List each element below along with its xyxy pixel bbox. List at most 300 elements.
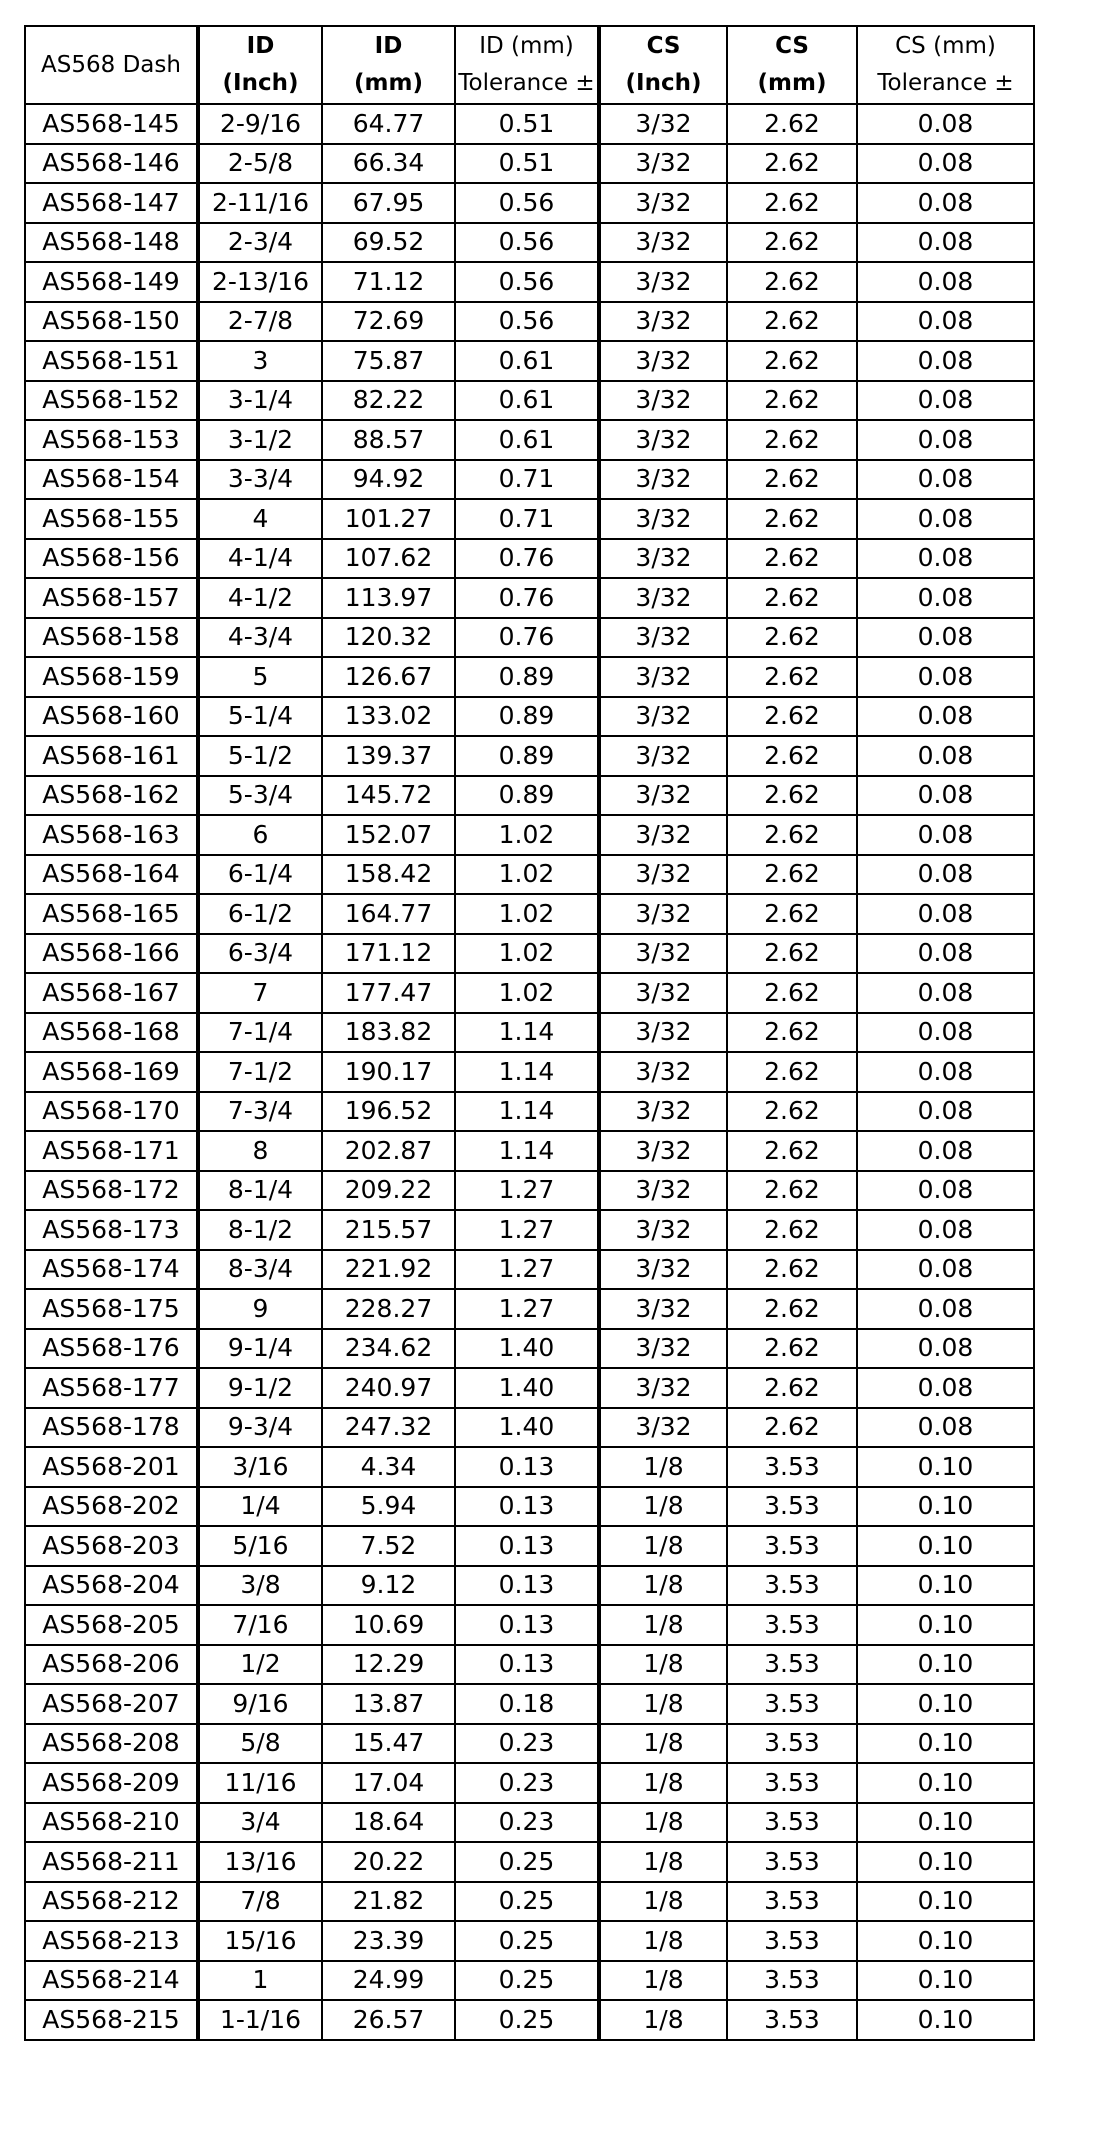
cell-id-mm: 94.92 xyxy=(322,460,455,500)
cell-dash-number: AS568-152 xyxy=(25,381,198,421)
table-row xyxy=(25,1882,1034,1922)
cell-cs-tolerance: 0.10 xyxy=(857,2000,1034,2040)
cell-cs-inch: 3/32 xyxy=(599,776,727,816)
header-line-1: ID (mm) xyxy=(479,33,574,59)
cell-id-inch: 9-1/4 xyxy=(198,1329,322,1369)
cell-dash-number: AS568-160 xyxy=(25,697,198,737)
table-row xyxy=(25,1052,1034,1092)
cell-id-tolerance: 0.23 xyxy=(455,1763,599,1803)
cell-cs-inch: 3/32 xyxy=(599,736,727,776)
cell-id-inch: 4-3/4 xyxy=(198,618,322,658)
cell-id-mm: 139.37 xyxy=(322,736,455,776)
cell-cs-inch: 3/32 xyxy=(599,183,727,223)
cell-id-mm: 7.52 xyxy=(322,1526,455,1566)
cell-cs-tolerance: 0.08 xyxy=(857,1131,1034,1171)
cell-id-tolerance: 0.76 xyxy=(455,578,599,618)
cell-cs-inch: 1/8 xyxy=(599,1605,727,1645)
cell-cs-inch: 3/32 xyxy=(599,460,727,500)
cell-cs-tolerance: 0.08 xyxy=(857,1092,1034,1132)
cell-id-tolerance: 0.13 xyxy=(455,1526,599,1566)
cell-id-inch: 1 xyxy=(198,1961,322,2001)
cell-id-mm: 10.69 xyxy=(322,1605,455,1645)
cell-cs-inch: 3/32 xyxy=(599,934,727,974)
cell-id-tolerance: 1.02 xyxy=(455,894,599,934)
cell-id-mm: 20.22 xyxy=(322,1842,455,1882)
cell-cs-mm: 2.62 xyxy=(727,341,857,381)
cell-dash-number: AS568-208 xyxy=(25,1724,198,1764)
cell-dash-number: AS568-209 xyxy=(25,1763,198,1803)
cell-dash-number: AS568-169 xyxy=(25,1052,198,1092)
cell-id-inch: 5/8 xyxy=(198,1724,322,1764)
cell-id-tolerance: 1.02 xyxy=(455,855,599,895)
cell-cs-tolerance: 0.08 xyxy=(857,1052,1034,1092)
cell-id-tolerance: 0.25 xyxy=(455,1921,599,1961)
cell-id-mm: 66.34 xyxy=(322,144,455,184)
cell-dash-number: AS568-211 xyxy=(25,1842,198,1882)
table-body xyxy=(25,104,1034,2040)
cell-id-inch: 4-1/4 xyxy=(198,539,322,579)
cell-id-tolerance: 0.23 xyxy=(455,1724,599,1764)
cell-cs-mm: 2.62 xyxy=(727,183,857,223)
table-row xyxy=(25,1763,1034,1803)
cell-cs-tolerance: 0.08 xyxy=(857,1289,1034,1329)
cell-id-inch: 7-1/4 xyxy=(198,1013,322,1053)
cell-cs-mm: 3.53 xyxy=(727,1961,857,2001)
table-row xyxy=(25,934,1034,974)
cell-dash-number: AS568-207 xyxy=(25,1684,198,1724)
table-row xyxy=(25,855,1034,895)
cell-id-mm: 126.67 xyxy=(322,657,455,697)
cell-dash-number: AS568-174 xyxy=(25,1250,198,1290)
table-row xyxy=(25,973,1034,1013)
cell-cs-inch: 3/32 xyxy=(599,657,727,697)
cell-dash-number: AS568-159 xyxy=(25,657,198,697)
table-row xyxy=(25,1013,1034,1053)
cell-cs-inch: 3/32 xyxy=(599,104,727,144)
table-row xyxy=(25,1250,1034,1290)
table-row xyxy=(25,1408,1034,1448)
table-row xyxy=(25,1724,1034,1764)
cell-cs-tolerance: 0.08 xyxy=(857,1171,1034,1211)
header-line-1: CS xyxy=(775,33,809,59)
cell-id-mm: 13.87 xyxy=(322,1684,455,1724)
cell-cs-mm: 2.62 xyxy=(727,1210,857,1250)
cell-id-mm: 164.77 xyxy=(322,894,455,934)
table-row xyxy=(25,1684,1034,1724)
cell-cs-mm: 2.62 xyxy=(727,1171,857,1211)
cell-id-tolerance: 0.76 xyxy=(455,539,599,579)
cell-cs-tolerance: 0.08 xyxy=(857,934,1034,974)
cell-id-mm: 177.47 xyxy=(322,973,455,1013)
cell-cs-mm: 2.62 xyxy=(727,144,857,184)
cell-id-tolerance: 1.27 xyxy=(455,1250,599,1290)
oring-size-table xyxy=(24,25,1035,2041)
cell-dash-number: AS568-204 xyxy=(25,1566,198,1606)
cell-dash-number: AS568-203 xyxy=(25,1526,198,1566)
cell-cs-inch: 3/32 xyxy=(599,1131,727,1171)
cell-id-mm: 234.62 xyxy=(322,1329,455,1369)
cell-cs-tolerance: 0.10 xyxy=(857,1842,1034,1882)
cell-id-inch: 9/16 xyxy=(198,1684,322,1724)
table-row xyxy=(25,697,1034,737)
cell-cs-mm: 2.62 xyxy=(727,578,857,618)
cell-id-inch: 1-1/16 xyxy=(198,2000,322,2040)
cell-id-mm: 5.94 xyxy=(322,1487,455,1527)
cell-dash-number: AS568-172 xyxy=(25,1171,198,1211)
cell-id-tolerance: 0.13 xyxy=(455,1566,599,1606)
cell-cs-inch: 3/32 xyxy=(599,1013,727,1053)
cell-id-mm: 113.97 xyxy=(322,578,455,618)
cell-dash-number: AS568-149 xyxy=(25,262,198,302)
table-row xyxy=(25,1210,1034,1250)
cell-dash-number: AS568-165 xyxy=(25,894,198,934)
cell-dash-number: AS568-170 xyxy=(25,1092,198,1132)
cell-cs-inch: 3/32 xyxy=(599,262,727,302)
cell-id-mm: 120.32 xyxy=(322,618,455,658)
cell-id-mm: 69.52 xyxy=(322,223,455,263)
table-row xyxy=(25,1447,1034,1487)
cell-cs-mm: 3.53 xyxy=(727,1921,857,1961)
cell-cs-inch: 3/32 xyxy=(599,815,727,855)
cell-cs-mm: 2.62 xyxy=(727,1408,857,1448)
cell-id-inch: 5 xyxy=(198,657,322,697)
cell-cs-mm: 2.62 xyxy=(727,697,857,737)
cell-cs-inch: 3/32 xyxy=(599,381,727,421)
cell-cs-tolerance: 0.08 xyxy=(857,697,1034,737)
cell-id-mm: 75.87 xyxy=(322,341,455,381)
cell-id-tolerance: 0.89 xyxy=(455,697,599,737)
cell-cs-mm: 2.62 xyxy=(727,973,857,1013)
cell-cs-tolerance: 0.08 xyxy=(857,1210,1034,1250)
cell-cs-inch: 1/8 xyxy=(599,1803,727,1843)
table-row xyxy=(25,1171,1034,1211)
cell-id-inch: 4-1/2 xyxy=(198,578,322,618)
cell-id-tolerance: 1.02 xyxy=(455,934,599,974)
table-row xyxy=(25,144,1034,184)
cell-id-tolerance: 0.56 xyxy=(455,262,599,302)
cell-id-mm: 107.62 xyxy=(322,539,455,579)
cell-id-inch: 3-1/2 xyxy=(198,420,322,460)
cell-dash-number: AS568-168 xyxy=(25,1013,198,1053)
cell-id-inch: 2-9/16 xyxy=(198,104,322,144)
cell-id-inch: 13/16 xyxy=(198,1842,322,1882)
cell-id-mm: 101.27 xyxy=(322,499,455,539)
cell-dash-number: AS568-163 xyxy=(25,815,198,855)
cell-id-tolerance: 0.76 xyxy=(455,618,599,658)
cell-id-tolerance: 0.13 xyxy=(455,1645,599,1685)
cell-cs-mm: 2.62 xyxy=(727,223,857,263)
cell-id-tolerance: 0.25 xyxy=(455,2000,599,2040)
cell-cs-mm: 3.53 xyxy=(727,1803,857,1843)
cell-cs-inch: 1/8 xyxy=(599,1882,727,1922)
cell-id-mm: 247.32 xyxy=(322,1408,455,1448)
cell-cs-mm: 3.53 xyxy=(727,2000,857,2040)
cell-cs-mm: 2.62 xyxy=(727,420,857,460)
cell-id-inch: 3-1/4 xyxy=(198,381,322,421)
cell-cs-inch: 1/8 xyxy=(599,1684,727,1724)
cell-cs-mm: 2.62 xyxy=(727,934,857,974)
cell-id-tolerance: 0.25 xyxy=(455,1882,599,1922)
cell-id-tolerance: 1.14 xyxy=(455,1052,599,1092)
cell-id-tolerance: 0.56 xyxy=(455,302,599,342)
header-row xyxy=(25,26,1034,104)
cell-id-mm: 18.64 xyxy=(322,1803,455,1843)
table-row xyxy=(25,657,1034,697)
cell-id-mm: 209.22 xyxy=(322,1171,455,1211)
cell-id-mm: 202.87 xyxy=(322,1131,455,1171)
cell-cs-tolerance: 0.08 xyxy=(857,1329,1034,1369)
cell-cs-mm: 2.62 xyxy=(727,776,857,816)
table-row xyxy=(25,223,1034,263)
cell-dash-number: AS568-154 xyxy=(25,460,198,500)
cell-dash-number: AS568-167 xyxy=(25,973,198,1013)
cell-id-inch: 7 xyxy=(198,973,322,1013)
cell-id-mm: 17.04 xyxy=(322,1763,455,1803)
cell-dash-number: AS568-150 xyxy=(25,302,198,342)
table-row xyxy=(25,578,1034,618)
cell-id-mm: 82.22 xyxy=(322,381,455,421)
cell-id-tolerance: 0.25 xyxy=(455,1842,599,1882)
table-row xyxy=(25,1961,1034,2001)
cell-cs-inch: 3/32 xyxy=(599,894,727,934)
cell-cs-mm: 3.53 xyxy=(727,1684,857,1724)
cell-cs-inch: 1/8 xyxy=(599,1921,727,1961)
cell-dash-number: AS568-178 xyxy=(25,1408,198,1448)
cell-cs-inch: 3/32 xyxy=(599,144,727,184)
cell-dash-number: AS568-155 xyxy=(25,499,198,539)
cell-cs-mm: 2.62 xyxy=(727,894,857,934)
cell-id-tolerance: 0.13 xyxy=(455,1447,599,1487)
cell-id-inch: 3/8 xyxy=(198,1566,322,1606)
cell-id-tolerance: 0.56 xyxy=(455,223,599,263)
cell-id-inch: 1/2 xyxy=(198,1645,322,1685)
cell-cs-inch: 1/8 xyxy=(599,1724,727,1764)
cell-id-tolerance: 1.40 xyxy=(455,1329,599,1369)
cell-cs-tolerance: 0.10 xyxy=(857,1487,1034,1527)
table-row xyxy=(25,1842,1034,1882)
cell-id-inch: 6 xyxy=(198,815,322,855)
header-line-2: Tolerance ± xyxy=(458,70,595,96)
cell-cs-inch: 1/8 xyxy=(599,2000,727,2040)
cell-cs-mm: 2.62 xyxy=(727,1013,857,1053)
cell-cs-mm: 2.62 xyxy=(727,736,857,776)
cell-dash-number: AS568-177 xyxy=(25,1368,198,1408)
cell-cs-mm: 2.62 xyxy=(727,104,857,144)
cell-id-tolerance: 0.13 xyxy=(455,1605,599,1645)
cell-cs-mm: 2.62 xyxy=(727,1092,857,1132)
cell-cs-mm: 2.62 xyxy=(727,815,857,855)
cell-cs-tolerance: 0.10 xyxy=(857,1566,1034,1606)
table-row xyxy=(25,618,1034,658)
cell-id-mm: 190.17 xyxy=(322,1052,455,1092)
cell-id-inch: 2-13/16 xyxy=(198,262,322,302)
cell-id-mm: 23.39 xyxy=(322,1921,455,1961)
cell-id-tolerance: 0.25 xyxy=(455,1961,599,2001)
table-row xyxy=(25,539,1034,579)
cell-id-inch: 9-1/2 xyxy=(198,1368,322,1408)
cell-dash-number: AS568-214 xyxy=(25,1961,198,2001)
cell-dash-number: AS568-175 xyxy=(25,1289,198,1329)
table-row xyxy=(25,1289,1034,1329)
cell-id-inch: 6-1/4 xyxy=(198,855,322,895)
cell-dash-number: AS568-148 xyxy=(25,223,198,263)
cell-cs-tolerance: 0.08 xyxy=(857,973,1034,1013)
header-line-1: ID xyxy=(246,33,275,59)
table-row xyxy=(25,1092,1034,1132)
cell-dash-number: AS568-146 xyxy=(25,144,198,184)
cell-dash-number: AS568-210 xyxy=(25,1803,198,1843)
header-cs-tolerance xyxy=(857,26,1034,104)
table-row xyxy=(25,2000,1034,2040)
cell-id-inch: 1/4 xyxy=(198,1487,322,1527)
cell-cs-tolerance: 0.08 xyxy=(857,460,1034,500)
table-row xyxy=(25,420,1034,460)
cell-cs-tolerance: 0.08 xyxy=(857,183,1034,223)
cell-cs-mm: 3.53 xyxy=(727,1447,857,1487)
cell-id-mm: 64.77 xyxy=(322,104,455,144)
cell-dash-number: AS568-153 xyxy=(25,420,198,460)
cell-cs-tolerance: 0.08 xyxy=(857,1408,1034,1448)
cell-cs-inch: 3/32 xyxy=(599,1052,727,1092)
table-row xyxy=(25,1921,1034,1961)
cell-dash-number: AS568-157 xyxy=(25,578,198,618)
cell-id-inch: 7-3/4 xyxy=(198,1092,322,1132)
cell-cs-mm: 3.53 xyxy=(727,1645,857,1685)
cell-id-tolerance: 0.89 xyxy=(455,776,599,816)
cell-id-mm: 152.07 xyxy=(322,815,455,855)
cell-cs-tolerance: 0.10 xyxy=(857,1803,1034,1843)
cell-cs-inch: 3/32 xyxy=(599,223,727,263)
table-row xyxy=(25,1803,1034,1843)
cell-cs-mm: 3.53 xyxy=(727,1724,857,1764)
cell-id-mm: 24.99 xyxy=(322,1961,455,2001)
cell-cs-inch: 3/32 xyxy=(599,855,727,895)
cell-cs-tolerance: 0.08 xyxy=(857,1013,1034,1053)
cell-id-mm: 215.57 xyxy=(322,1210,455,1250)
header-id-tolerance xyxy=(455,26,599,104)
cell-cs-mm: 2.62 xyxy=(727,657,857,697)
cell-id-mm: 133.02 xyxy=(322,697,455,737)
cell-cs-mm: 2.62 xyxy=(727,1250,857,1290)
cell-cs-mm: 2.62 xyxy=(727,1329,857,1369)
cell-id-inch: 5-1/2 xyxy=(198,736,322,776)
table-row xyxy=(25,1605,1034,1645)
cell-id-tolerance: 0.13 xyxy=(455,1487,599,1527)
cell-id-inch: 15/16 xyxy=(198,1921,322,1961)
cell-cs-tolerance: 0.10 xyxy=(857,1882,1034,1922)
table-row xyxy=(25,776,1034,816)
cell-cs-tolerance: 0.08 xyxy=(857,381,1034,421)
cell-cs-tolerance: 0.08 xyxy=(857,815,1034,855)
cell-cs-inch: 1/8 xyxy=(599,1763,727,1803)
table-row xyxy=(25,1131,1034,1171)
cell-dash-number: AS568-213 xyxy=(25,1921,198,1961)
cell-cs-inch: 3/32 xyxy=(599,973,727,1013)
cell-dash-number: AS568-156 xyxy=(25,539,198,579)
cell-id-tolerance: 0.56 xyxy=(455,183,599,223)
header-line-1: ID xyxy=(374,33,403,59)
cell-dash-number: AS568-202 xyxy=(25,1487,198,1527)
cell-id-inch: 3-3/4 xyxy=(198,460,322,500)
cell-id-tolerance: 0.51 xyxy=(455,104,599,144)
table-row xyxy=(25,1645,1034,1685)
cell-id-tolerance: 0.23 xyxy=(455,1803,599,1843)
cell-id-inch: 4 xyxy=(198,499,322,539)
cell-id-tolerance: 0.89 xyxy=(455,736,599,776)
cell-id-inch: 8 xyxy=(198,1131,322,1171)
table-row xyxy=(25,460,1034,500)
cell-dash-number: AS568-162 xyxy=(25,776,198,816)
cell-dash-number: AS568-206 xyxy=(25,1645,198,1685)
cell-id-mm: 196.52 xyxy=(322,1092,455,1132)
cell-id-mm: 221.92 xyxy=(322,1250,455,1290)
cell-id-inch: 3/16 xyxy=(198,1447,322,1487)
cell-id-inch: 6-3/4 xyxy=(198,934,322,974)
cell-cs-inch: 1/8 xyxy=(599,1566,727,1606)
table-row xyxy=(25,104,1034,144)
header-line-2: (Inch) xyxy=(625,70,702,96)
cell-id-tolerance: 1.14 xyxy=(455,1013,599,1053)
header-line-1: CS xyxy=(646,33,681,59)
table-row xyxy=(25,262,1034,302)
cell-cs-tolerance: 0.08 xyxy=(857,341,1034,381)
cell-cs-mm: 3.53 xyxy=(727,1842,857,1882)
cell-cs-inch: 1/8 xyxy=(599,1487,727,1527)
cell-id-inch: 2-5/8 xyxy=(198,144,322,184)
cell-cs-inch: 1/8 xyxy=(599,1645,727,1685)
cell-cs-inch: 1/8 xyxy=(599,1961,727,2001)
cell-cs-mm: 3.53 xyxy=(727,1566,857,1606)
cell-cs-mm: 2.62 xyxy=(727,381,857,421)
header-cs-inch xyxy=(599,26,727,104)
cell-cs-inch: 3/32 xyxy=(599,420,727,460)
cell-cs-mm: 3.53 xyxy=(727,1526,857,1566)
cell-dash-number: AS568-166 xyxy=(25,934,198,974)
cell-cs-tolerance: 0.10 xyxy=(857,1724,1034,1764)
cell-dash-number: AS568-145 xyxy=(25,104,198,144)
cell-cs-mm: 2.62 xyxy=(727,262,857,302)
cell-cs-inch: 3/32 xyxy=(599,618,727,658)
cell-cs-inch: 3/32 xyxy=(599,1210,727,1250)
header-line-2: Tolerance ± xyxy=(877,70,1014,96)
cell-id-tolerance: 0.18 xyxy=(455,1684,599,1724)
cell-id-inch: 8-1/4 xyxy=(198,1171,322,1211)
cell-cs-inch: 3/32 xyxy=(599,1408,727,1448)
cell-id-mm: 171.12 xyxy=(322,934,455,974)
cell-cs-tolerance: 0.08 xyxy=(857,657,1034,697)
cell-cs-inch: 3/32 xyxy=(599,341,727,381)
cell-dash-number: AS568-161 xyxy=(25,736,198,776)
cell-id-inch: 9 xyxy=(198,1289,322,1329)
cell-dash-number: AS568-205 xyxy=(25,1605,198,1645)
cell-id-tolerance: 1.02 xyxy=(455,973,599,1013)
cell-id-mm: 9.12 xyxy=(322,1566,455,1606)
cell-id-inch: 6-1/2 xyxy=(198,894,322,934)
table-row xyxy=(25,1566,1034,1606)
cell-id-mm: 145.72 xyxy=(322,776,455,816)
header-id-mm xyxy=(322,26,455,104)
cell-cs-tolerance: 0.08 xyxy=(857,104,1034,144)
cell-cs-tolerance: 0.08 xyxy=(857,539,1034,579)
cell-id-inch: 9-3/4 xyxy=(198,1408,322,1448)
cell-id-mm: 240.97 xyxy=(322,1368,455,1408)
header-line-2: (mm) xyxy=(757,70,827,96)
cell-id-inch: 8-1/2 xyxy=(198,1210,322,1250)
cell-cs-inch: 3/32 xyxy=(599,499,727,539)
cell-id-tolerance: 1.27 xyxy=(455,1210,599,1250)
cell-cs-inch: 3/32 xyxy=(599,1329,727,1369)
cell-cs-tolerance: 0.10 xyxy=(857,1921,1034,1961)
